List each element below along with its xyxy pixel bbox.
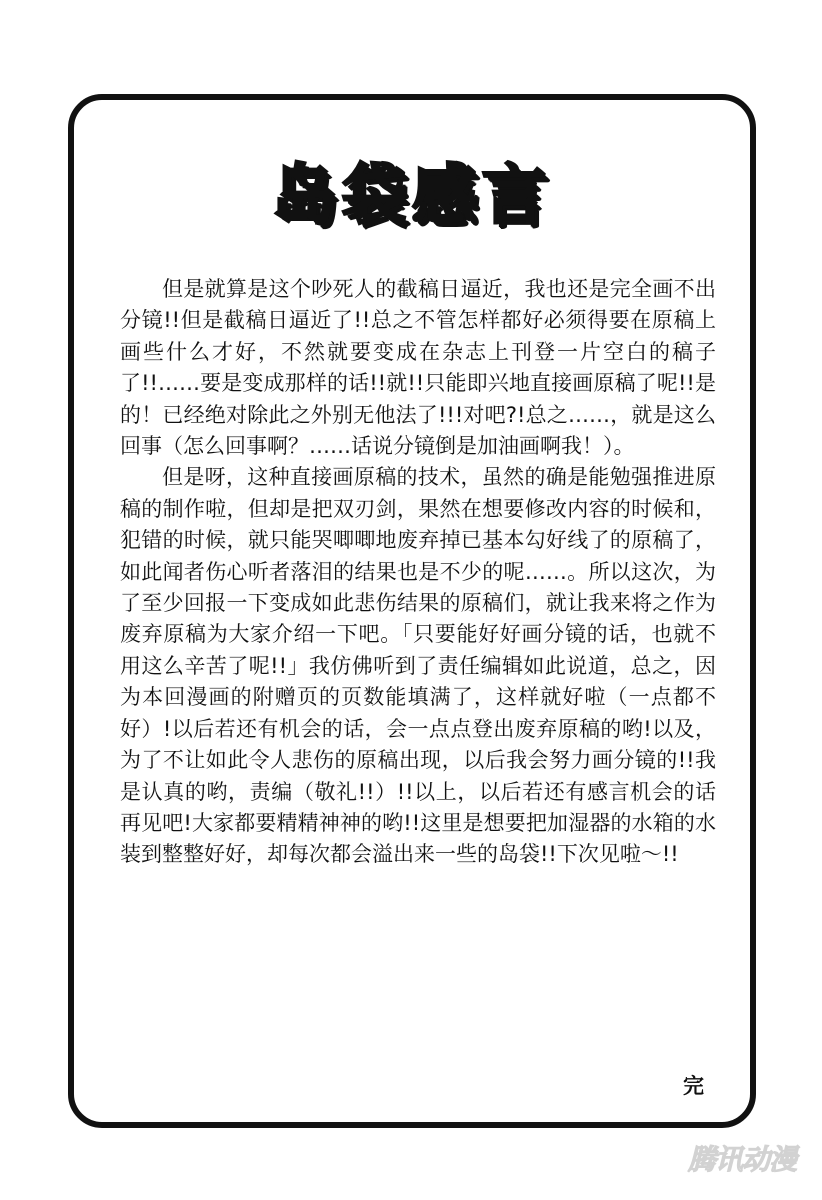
page-title: 岛袋感言: [272, 159, 552, 233]
watermark-logo: 腾讯动漫: [687, 1143, 796, 1176]
end-mark: 完: [683, 1074, 704, 1098]
afterword-body: [120, 274, 716, 871]
paragraph-2: 但是呀，这种直接画原稿的技术，虽然的确是能勉强推进原稿的制作啦，但却是把双刃剑，果然在想要修改内容的时候和，犯错的时候，就只能哭唧唧地废弃掉已基本勾好线了的原稿了，如此闻者伤心听者落泪的结果也是不少的呢……。所以这次，为了至少回报一下变成如此悲伤结果的原稿们，就让我来将之作为废弃原稿为大家介绍一下吧。「只要能好好画分镜的话，也就不用这么辛苦了呢!!」我仿佛听到了责任编辑如此说道，总之，因为本回漫画的附赠页的页数能填满了，这样就好啦（一点都不好）!以后若还有机会的话，会一点点登出废弃原稿的哟!以及，为了不让如此令人悲伤的原稿出现，以后我会努力画分镜的!!我是认真的哟，责编（敬礼!!）!!以上，以后若还有感言机会的话再见吧!大家都要精精神神的哟!!这里是想要把加湿器的水箱的水装到整整好好，却每次都会溢出来一些的岛袋!!下次见啦～!!: [120, 465, 716, 867]
paragraph-1: 但是就算是这个吵死人的截稿日逼近，我也还是完全画不出分镜!!但是截稿日逼近了!!总之不管怎样都好必须得要在原稿上画些什么才好，不然就要变成在杂志上刊登一片空白的稿子了!!……要是变成那样的话!!就!!只能即兴地直接画原稿了呢!!是的！已经绝对除此之外别无他法了!!!对吧?!总之……，就是这么回事（怎么回事啊？……话说分镜倒是加油画啊我！）。: [120, 277, 716, 459]
afterword-panel: [68, 94, 756, 1128]
